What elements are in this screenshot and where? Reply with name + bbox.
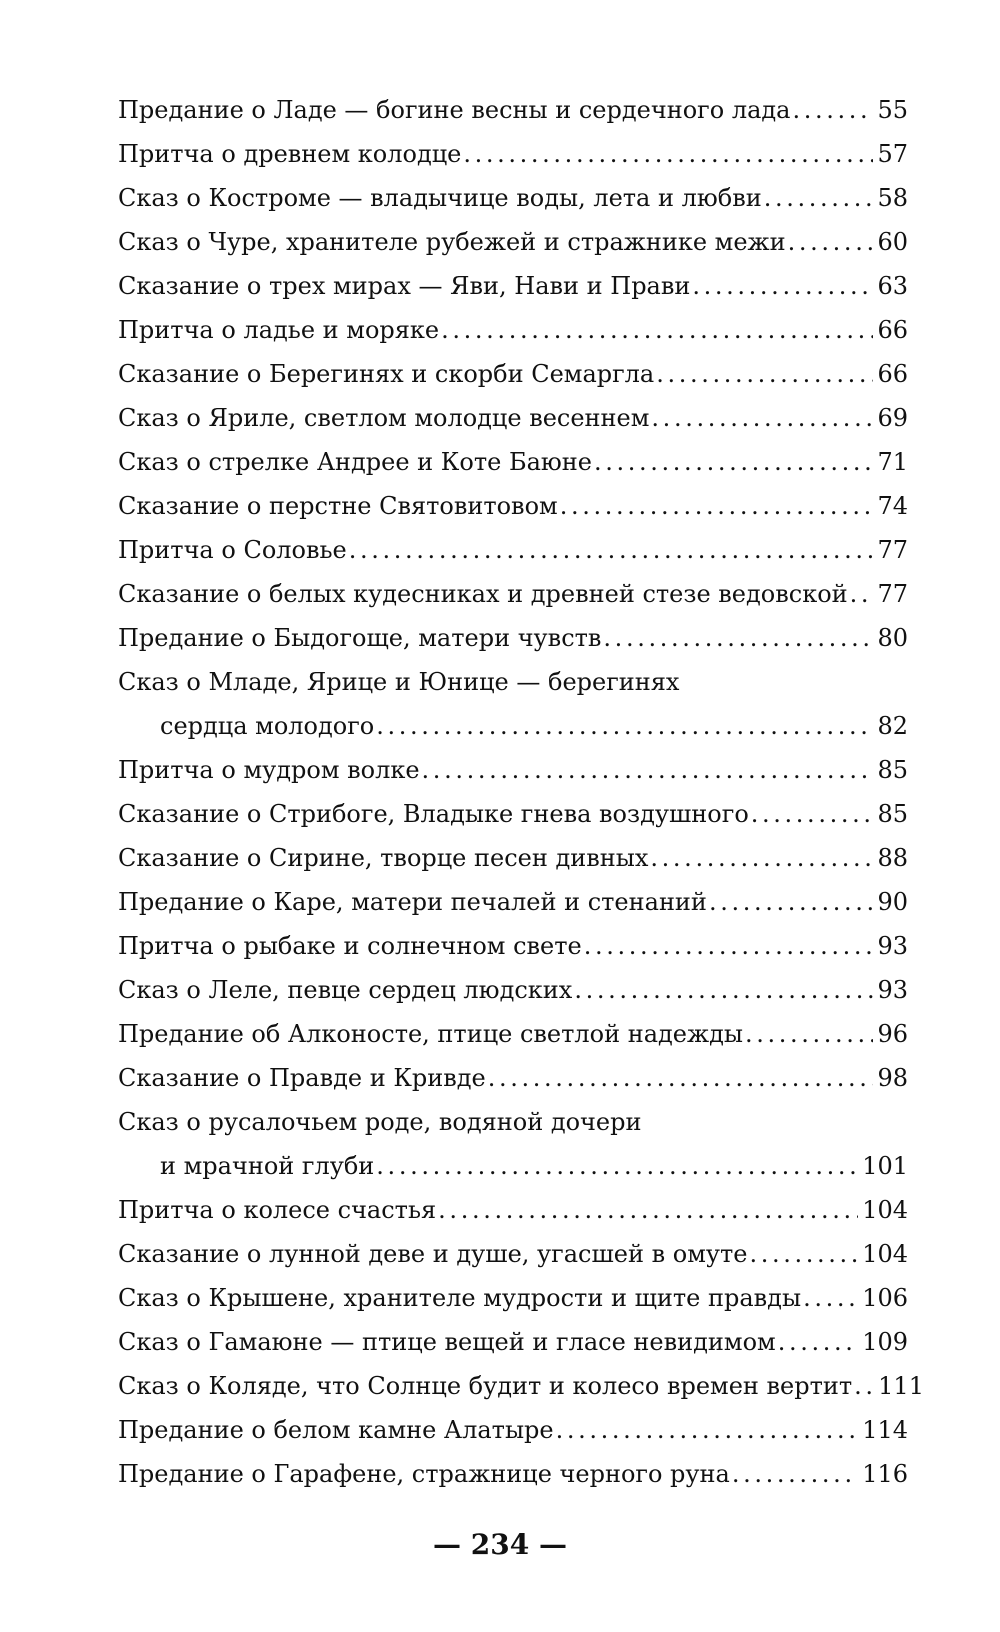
toc-entry-line: [118, 1144, 908, 1188]
toc-entry-page: 98: [877, 1064, 908, 1092]
toc-entry-page: 60: [877, 228, 908, 256]
toc-entry-line: [118, 132, 908, 176]
toc-entry-title: Притча о колесе счастья: [118, 1196, 437, 1224]
toc-entry-page: 116: [862, 1460, 908, 1488]
toc-entry: [118, 748, 908, 792]
toc-entry: [118, 264, 908, 308]
dot-leader: [788, 220, 874, 264]
toc-entry-page: 104: [862, 1240, 908, 1268]
toc-entry-page: 111: [878, 1372, 924, 1400]
dot-leader: [692, 264, 873, 308]
dot-leader: [656, 352, 873, 396]
dot-leader: [438, 1188, 858, 1232]
toc-entry-page: 93: [877, 932, 908, 960]
toc-entry-title: Сказ о Яриле, светлом молодце весеннем: [118, 404, 650, 432]
toc-entry-line: [118, 616, 908, 660]
toc-entry-line: [118, 220, 908, 264]
toc-entry-title: Сказание о Берегинях и скорби Семаргла: [118, 360, 655, 388]
toc-entry: [118, 616, 908, 660]
toc-entry-line: [118, 1364, 924, 1408]
dot-leader: [594, 440, 873, 484]
toc-entry-page: 74: [877, 492, 908, 520]
toc-entry-title: Сказ о Коляде, что Солнце будит и колесо времен вертит: [118, 1372, 853, 1400]
toc-entry-title: Притча о древнем колодце: [118, 140, 462, 168]
toc-entry-page: 82: [877, 712, 908, 740]
dot-leader: [732, 1452, 858, 1496]
toc-entry-title: Предание о Ладе — богине весны и сердечного лада: [118, 96, 791, 124]
toc-entry: [118, 528, 908, 572]
toc-entry: [118, 924, 908, 968]
toc-entry-page: 109: [862, 1328, 908, 1356]
toc-entry-title: Сказ о Гамаюне — птице вещей и гласе невидимом: [118, 1328, 776, 1356]
toc-entry: [118, 1056, 908, 1100]
dot-leader: [650, 836, 873, 880]
toc-entry-page: 58: [877, 184, 908, 212]
dot-leader: [560, 484, 874, 528]
toc-entry-page: 71: [877, 448, 908, 476]
toc-entry: [118, 1188, 908, 1232]
toc-entry-title: Сказание о Правде и Кривде: [118, 1064, 486, 1092]
toc-entry: [118, 1100, 908, 1188]
toc-entry-line: [118, 484, 908, 528]
toc-entry-page: 80: [877, 624, 908, 652]
toc-entry-page: 77: [877, 580, 908, 608]
dot-leader: [376, 704, 873, 748]
dot-leader: [422, 748, 874, 792]
dot-leader: [349, 528, 874, 572]
dot-leader: [745, 1012, 873, 1056]
toc-entry-page: 85: [877, 756, 908, 784]
toc-entry: [118, 1320, 908, 1364]
toc-entry: [118, 836, 908, 880]
toc-entry-title: Сказ о Крышене, хранителе мудрости и щите правды: [118, 1284, 802, 1312]
toc-entry-title: сердца молодого: [160, 712, 375, 740]
toc-entry: [118, 220, 908, 264]
toc-entry-page: 69: [877, 404, 908, 432]
toc-entry-line: [118, 1408, 908, 1452]
toc-entry: [118, 88, 908, 132]
dot-leader: [854, 1364, 874, 1408]
toc-entry-line: [118, 308, 908, 352]
toc-entry-title: Сказание о трех мирах — Яви, Нави и Прави: [118, 272, 691, 300]
toc-entry-line: [118, 968, 908, 1012]
toc-entry-line: [118, 1276, 908, 1320]
toc-entry-line: [118, 1320, 908, 1364]
toc-entry-title: Предание о Гарафене, стражнице черного руна: [118, 1460, 730, 1488]
dot-leader: [803, 1276, 858, 1320]
toc-entry: [118, 792, 908, 836]
toc-entry-title: Сказание о Сирине, творце песен дивных: [118, 844, 649, 872]
toc-entry-title: Сказ о русалочьем роде, водяной дочери: [118, 1108, 642, 1136]
dot-leader: [778, 1320, 859, 1364]
toc-entry-title: Сказ о Костроме — владычице воды, лета и любви: [118, 184, 762, 212]
toc-entry-page: 114: [862, 1416, 908, 1444]
toc-entry-line: [118, 352, 908, 396]
toc-entry: [118, 352, 908, 396]
toc-entry-line: [118, 440, 908, 484]
toc-entry: [118, 440, 908, 484]
toc-entry-line: [118, 1452, 908, 1496]
toc-entry-page: 90: [877, 888, 908, 916]
toc-entry-page: 93: [877, 976, 908, 1004]
toc-entry-page: 55: [877, 96, 908, 124]
toc-entry-title: Сказ о Леле, певце сердец людских: [118, 976, 573, 1004]
toc-entry-line: [118, 704, 908, 748]
toc-entry-title: и мрачной глуби: [160, 1152, 375, 1180]
dot-leader: [751, 792, 874, 836]
toc-entry: [118, 1012, 908, 1056]
toc-entry-line: [118, 748, 908, 792]
toc-entry: [118, 132, 908, 176]
toc-entry: [118, 1232, 908, 1276]
toc-entry-line: [118, 264, 908, 308]
table-of-contents: [118, 88, 924, 1496]
toc-entry-title: Сказание о Стрибоге, Владыке гнева воздушного: [118, 800, 749, 828]
toc-entry: [118, 572, 908, 616]
toc-entry-page: 104: [862, 1196, 908, 1224]
toc-entry: [118, 968, 908, 1012]
toc-entry-line: [118, 572, 908, 616]
dot-leader: [709, 880, 874, 924]
toc-entry-page: 88: [877, 844, 908, 872]
dot-leader: [749, 1232, 858, 1276]
toc-entry-page: 66: [877, 360, 908, 388]
toc-entry-line: [118, 176, 908, 220]
dot-leader: [603, 616, 873, 660]
toc-entry-title: Сказание о белых кудесниках и древней стезе ведовской: [118, 580, 848, 608]
dot-leader: [574, 968, 873, 1012]
toc-entry-line: [118, 1056, 908, 1100]
toc-entry-title: Притча о Соловье: [118, 536, 347, 564]
dot-leader: [488, 1056, 874, 1100]
toc-entry: [118, 1452, 908, 1496]
toc-entry-title: Притча о рыбаке и солнечном свете: [118, 932, 582, 960]
toc-entry: [118, 1408, 908, 1452]
toc-entry-title: Сказание о лунной деве и душе, угасшей в омуте: [118, 1240, 748, 1268]
toc-entry-line: [118, 1232, 908, 1276]
toc-entry: [118, 308, 908, 352]
toc-entry-line: [118, 528, 908, 572]
dot-leader: [651, 396, 873, 440]
dot-leader: [556, 1408, 859, 1452]
toc-entry: [118, 176, 908, 220]
toc-entry-line: [118, 1188, 908, 1232]
toc-entry-line: [118, 88, 908, 132]
toc-entry-title: Предание о Каре, матери печалей и стенаний: [118, 888, 707, 916]
toc-entry-page: 85: [877, 800, 908, 828]
toc-entry-title: Притча о мудром волке: [118, 756, 420, 784]
toc-entry: [118, 396, 908, 440]
toc-entry-title: Сказ о Чуре, хранителе рубежей и стражнике межи: [118, 228, 786, 256]
toc-entry-line: [118, 880, 908, 924]
toc-entry-title: Предание о Быдогоще, матери чувств: [118, 624, 602, 652]
dot-leader: [792, 88, 873, 132]
toc-entry-line: [118, 660, 908, 704]
dot-leader: [850, 572, 874, 616]
toc-entry-title: Предание о белом камне Алатыре: [118, 1416, 554, 1444]
dot-leader: [441, 308, 873, 352]
toc-entry-line: [118, 1100, 908, 1144]
toc-entry: [118, 484, 908, 528]
toc-entry: [118, 880, 908, 924]
toc-entry-page: 77: [877, 536, 908, 564]
dot-leader: [376, 1144, 858, 1188]
toc-entry-page: 66: [877, 316, 908, 344]
toc-entry-title: Притча о ладье и моряке: [118, 316, 440, 344]
toc-entry: [118, 1364, 924, 1408]
toc-entry-line: [118, 924, 908, 968]
toc-entry-line: [118, 1012, 908, 1056]
toc-entry-page: 106: [862, 1284, 908, 1312]
toc-entry: [118, 660, 908, 748]
toc-entry-page: 101: [862, 1152, 908, 1180]
toc-entry-title: Сказание о перстне Святовитовом: [118, 492, 558, 520]
dot-leader: [584, 924, 874, 968]
toc-entry-page: 96: [877, 1020, 908, 1048]
toc-entry-line: [118, 836, 908, 880]
toc-entry-title: Сказ о Младе, Ярице и Юнице — берегинях: [118, 668, 680, 696]
toc-entry-title: Сказ о стрелке Андрее и Коте Баюне: [118, 448, 592, 476]
toc-entry-line: [118, 396, 908, 440]
page-number: — 234 —: [433, 1528, 567, 1561]
dot-leader: [764, 176, 874, 220]
toc-entry: [118, 1276, 908, 1320]
toc-entry-title: Предание об Алконосте, птице светлой надежды: [118, 1020, 743, 1048]
dot-leader: [463, 132, 873, 176]
toc-entry-line: [118, 792, 908, 836]
toc-entry-page: 57: [877, 140, 908, 168]
toc-entry-page: 63: [877, 272, 908, 300]
